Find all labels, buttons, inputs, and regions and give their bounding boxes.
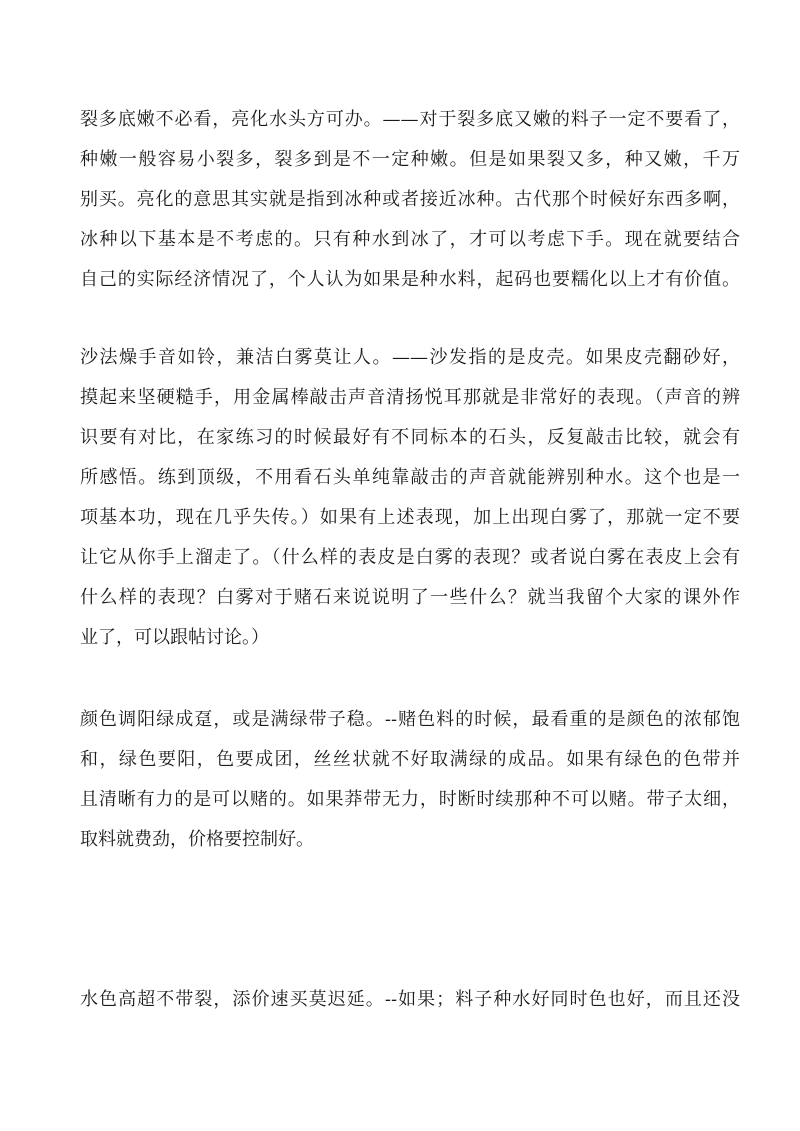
text-line: 摸起来坚硬糙手，用金属棒敲击声音清扬悦耳那就是非常好的表现。（声音的辨 [80,387,740,408]
text-line: 别买。亮化的意思其实就是指到冰种或者接近冰种。古代那个时候好东西多啊， [80,189,740,210]
text-line: 沙法燥手音如铃，兼洁白雾莫让人。——沙发指的是皮壳。如果皮壳翻砂好， [80,347,740,368]
paragraph-sandy-skin [80,338,740,658]
text-line: 业了，可以跟帖讨论。） [80,627,269,648]
text-line: 裂多底嫩不必看，亮化水头方可办。——对于裂多底又嫩的料子一定不要看了， [80,109,740,130]
text-line: 取料就费劲，价格要控制好。 [80,829,314,850]
text-line: 让它从你手上溜走了。（什么样的表皮是白雾的表现？或者说白雾在表皮上会有 [80,547,740,568]
paragraph-color-green [80,700,740,860]
text-line: 冰种以下基本是不考虑的。只有种水到冰了，才可以考虑下手。现在就要结合 [80,229,740,250]
text-line: 什么样的表现？白雾对于赌石来说说明了一些什么？就当我留个大家的课外作 [80,587,740,608]
text-line: 水色高超不带裂，添价速买莫迟延。--如果；料子种水好同时色也好，而且还没 [80,989,740,1010]
text-line: 种嫩一般容易小裂多，裂多到是不一定种嫩。但是如果裂又多，种又嫩，千万 [80,149,740,170]
paragraph-water-color-high [80,980,740,1020]
text-line: 识要有对比，在家练习的时候最好有不同标本的石头，反复敲击比较，就会有 [80,427,740,448]
text-line: 和，绿色要阳，色要成团，丝丝状就不好取满绿的成品。如果有绿色的色带并 [80,749,740,770]
text-line: 自己的实际经济情况了，个人认为如果是种水料，起码也要糯化以上才有价值。 [80,269,740,290]
text-line: 所感悟。练到顶级，不用看石头单纯靠敲击的声音就能辨别种水。这个也是一 [80,467,740,488]
text-line: 且清晰有力的是可以赌的。如果莽带无力，时断时续那种不可以赌。带子太细， [80,789,740,810]
text-line: 项基本功，现在几乎失传。）如果有上述表现，加上出现白雾了，那就一定不要 [80,507,740,528]
text-line: 颜色调阳绿成趸，或是满绿带子稳。--赌色料的时候，最看重的是颜色的浓郁饱 [80,709,740,730]
paragraph-crack-tender-base [80,100,740,300]
